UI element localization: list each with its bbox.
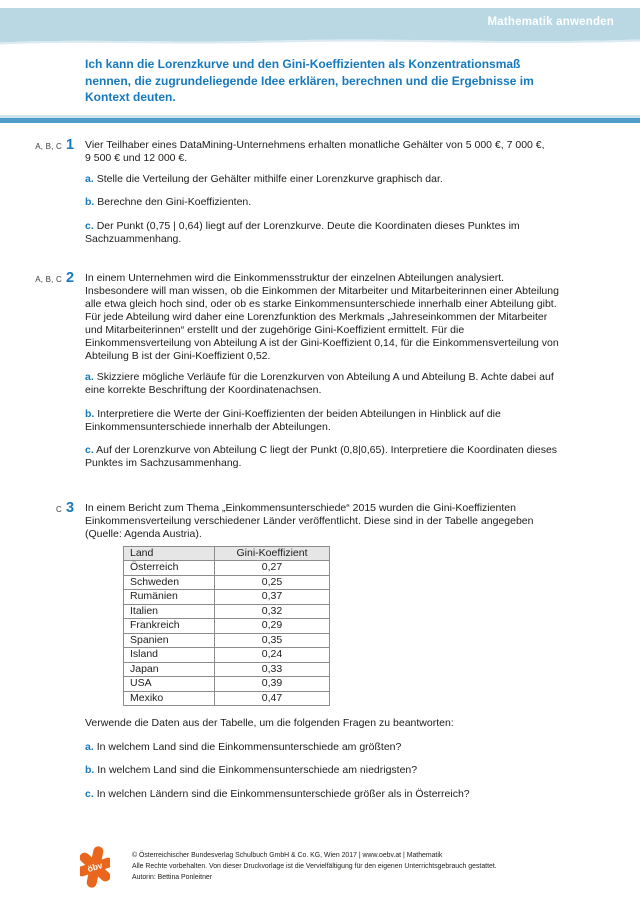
table-row xyxy=(124,604,330,619)
footer xyxy=(80,842,497,889)
country-cell: Japan xyxy=(124,662,215,677)
header-divider-bar xyxy=(0,115,640,123)
exercise-1-part-c xyxy=(85,220,565,246)
exercise-2-intro: In einem Unternehmen wird die Einkommensstruktur der einzelnen Abteilungen analysiert. Insbesondere will man wissen, ob die Einkommen der Mitarbeiter und Mitarbeiterinnen einer Abteilung alle etwa gleich hoch sind, oder ob es starke Einkommensunterschiede innerhalb einer Abteilung gibt. Für jede Abteilung wird daher eine Lorenzfunktion des Merkmals „Jahreseinkommen der Mitarbeiter und Mitarbeiterinnen“ erstellt und der zugehörige Gini-Koeffizient ermittelt. Für die Einkommensverteilung von Abteilung A ist der Gini-Koeffizient 0,14, für die Einkommensverteilung von Abteilung B ist der Gini-Koeffizient 0,52. xyxy=(85,272,559,362)
part-text: In welchen Ländern sind die Einkommensunterschiede größer als in Österreich? xyxy=(96,787,470,800)
part-text: In welchem Land sind die Einkommensunterschiede am niedrigsten? xyxy=(97,764,418,776)
exercise-1-intro: Vier Teilhaber eines DataMining-Unternehmens erhalten monatliche Gehälter von 5 000 €‬, 7 000 €, 9 500 € und 12 000 €. xyxy=(85,138,545,164)
part-text: Berechne den Gini-Koeffizienten. xyxy=(97,196,252,208)
part-letter: b. xyxy=(85,407,95,420)
imprint xyxy=(132,850,497,883)
part-text: Der Punkt (0,75 | 0,64) liegt auf der Lorenzkurve. Deute die Koordinaten dieses Punktes im Sachzuammenhang. xyxy=(85,219,520,245)
exercise-2-part-b xyxy=(85,408,565,434)
exercise-3-intro: In einem Bericht zum Thema „Einkommensunterschiede“ 2015 wurden die Gini-Koeffizienten Einkommensverteilung verschiedener Länder veröffentlicht. Diese sind in der Tabelle angegeben (Quelle: Agenda Austria). xyxy=(85,501,534,540)
table-row xyxy=(124,677,330,692)
gini-cell: 0,47 xyxy=(215,691,330,706)
oebv-logo-text: öbv xyxy=(86,860,104,874)
table-row xyxy=(124,590,330,605)
exercise-2 xyxy=(0,271,640,481)
country-cell: Italien xyxy=(124,604,215,619)
gini-cell: 0,24 xyxy=(215,648,330,663)
exercise-2-number: 2 xyxy=(66,270,75,286)
part-text: Auf der Lorenzkurve von Abteilung C liegt der Punkt (0,8|0,65). Interpretiere die Koordinaten dieses Punktes im Sachzusammenhang. xyxy=(85,444,558,469)
exercise-1-number: 1 xyxy=(66,136,75,153)
exercise-3-number: 3 xyxy=(66,499,75,516)
gini-cell: 0,35 xyxy=(215,633,330,648)
exercise-1-competence-label: A, B, C xyxy=(35,141,62,151)
exercise-3-competence-label: C xyxy=(56,504,62,514)
part-text: Stelle die Verteilung der Gehälter mithilfe einer Lorenzkurve graphisch dar. xyxy=(96,172,443,185)
gini-cell: 0,32 xyxy=(215,604,330,619)
part-text: Interpretiere die Werte der Gini-Koeffizienten der beiden Abteilungen in Hinblick auf die Einkommensunterschiede innerhalb der Abteilungen. xyxy=(85,407,501,433)
country-cell: Mexiko xyxy=(124,691,215,706)
country-cell: USA xyxy=(124,677,215,692)
oebv-logo-icon xyxy=(80,843,110,889)
country-cell: Österreich xyxy=(124,561,215,576)
exercise-1-body xyxy=(85,138,565,257)
exercise-3-part-b xyxy=(85,764,565,777)
exercise-3-part-c xyxy=(85,788,565,801)
gini-cell: 0,39 xyxy=(215,677,330,692)
part-letter: b. xyxy=(85,196,95,208)
country-cell: Frankreich xyxy=(124,619,215,634)
imprint-author-line: Autorin: Bettina Ponleitner xyxy=(132,874,213,881)
exercise-1-part-b xyxy=(85,196,565,209)
table-row xyxy=(124,691,330,706)
table-row xyxy=(124,575,330,590)
table-row xyxy=(124,662,330,677)
part-text: In welchem Land sind die Einkommensunterschiede am größten? xyxy=(96,740,402,753)
column-header-land: Land xyxy=(124,546,215,561)
country-cell: Schweden xyxy=(124,575,215,590)
table-row xyxy=(124,633,330,648)
header-band xyxy=(0,8,640,36)
competence-statement: Ich kann die Lorenzkurve und den Gini-Koeffizienten als Konzentrationsmaß nennen, die zugrundeliegende Idee erklären, berechnen und die Ergebnisse im Kontext deuten. xyxy=(85,57,534,104)
exercise-3-part-a xyxy=(85,741,565,754)
exercise-3-instruction: Verwende die Daten aus der Tabelle, um die folgenden Fragen zu beantworten: xyxy=(85,717,454,729)
part-text: Skizziere mögliche Verläufe für die Lorenzkurven von Abteilung A und Abteilung B. Achte dabei auf eine korrekte Beschriftung der Koordinatenachsen. xyxy=(85,371,554,396)
table-header-row xyxy=(124,546,330,561)
column-header-gini: Gini-Koeffizient xyxy=(215,546,330,561)
top-margin xyxy=(0,0,640,8)
exercise-2-part-c xyxy=(85,444,565,470)
exercise-2-body xyxy=(85,271,565,481)
series-title: Mathematik anwenden xyxy=(487,16,614,28)
gini-cell: 0,33 xyxy=(215,662,330,677)
gini-cell: 0,37 xyxy=(215,590,330,605)
table-row xyxy=(124,561,330,576)
part-letter: a. xyxy=(85,172,94,185)
exercise-1-part-a xyxy=(85,173,565,186)
part-letter: c. xyxy=(85,219,94,232)
part-letter: b. xyxy=(85,764,95,776)
country-cell: Rumänien xyxy=(124,590,215,605)
exercise-3 xyxy=(0,501,640,812)
exercise-2-competence-label: A, B, C xyxy=(35,275,62,284)
exercise-3-body xyxy=(85,501,565,812)
table-row xyxy=(124,619,330,634)
part-letter: c. xyxy=(85,444,94,456)
part-letter: a. xyxy=(85,740,94,753)
imprint-rights-line: Alle Rechte vorbehalten. Von dieser Druckvorlage ist die Vervielfältigung für den eigenen Unterrichtsgebrauch gestattet. xyxy=(132,863,497,870)
part-letter: a. xyxy=(85,371,94,383)
exercise-1 xyxy=(0,138,640,257)
exercise-2-part-a xyxy=(85,371,565,397)
imprint-copyright-line: © Österreichischer Bundesverlag Schulbuch GmbH & Co. KG, Wien 2017 | www.oebv.at | Mathematik xyxy=(132,852,443,859)
gini-cell: 0,29 xyxy=(215,619,330,634)
gini-cell: 0,25 xyxy=(215,575,330,590)
gini-cell: 0,27 xyxy=(215,561,330,576)
country-cell: Island xyxy=(124,648,215,663)
gini-coefficient-table xyxy=(123,546,330,707)
part-letter: c. xyxy=(85,787,94,800)
country-cell: Spanien xyxy=(124,633,215,648)
table-row xyxy=(124,648,330,663)
header-wave-decoration xyxy=(0,36,640,46)
